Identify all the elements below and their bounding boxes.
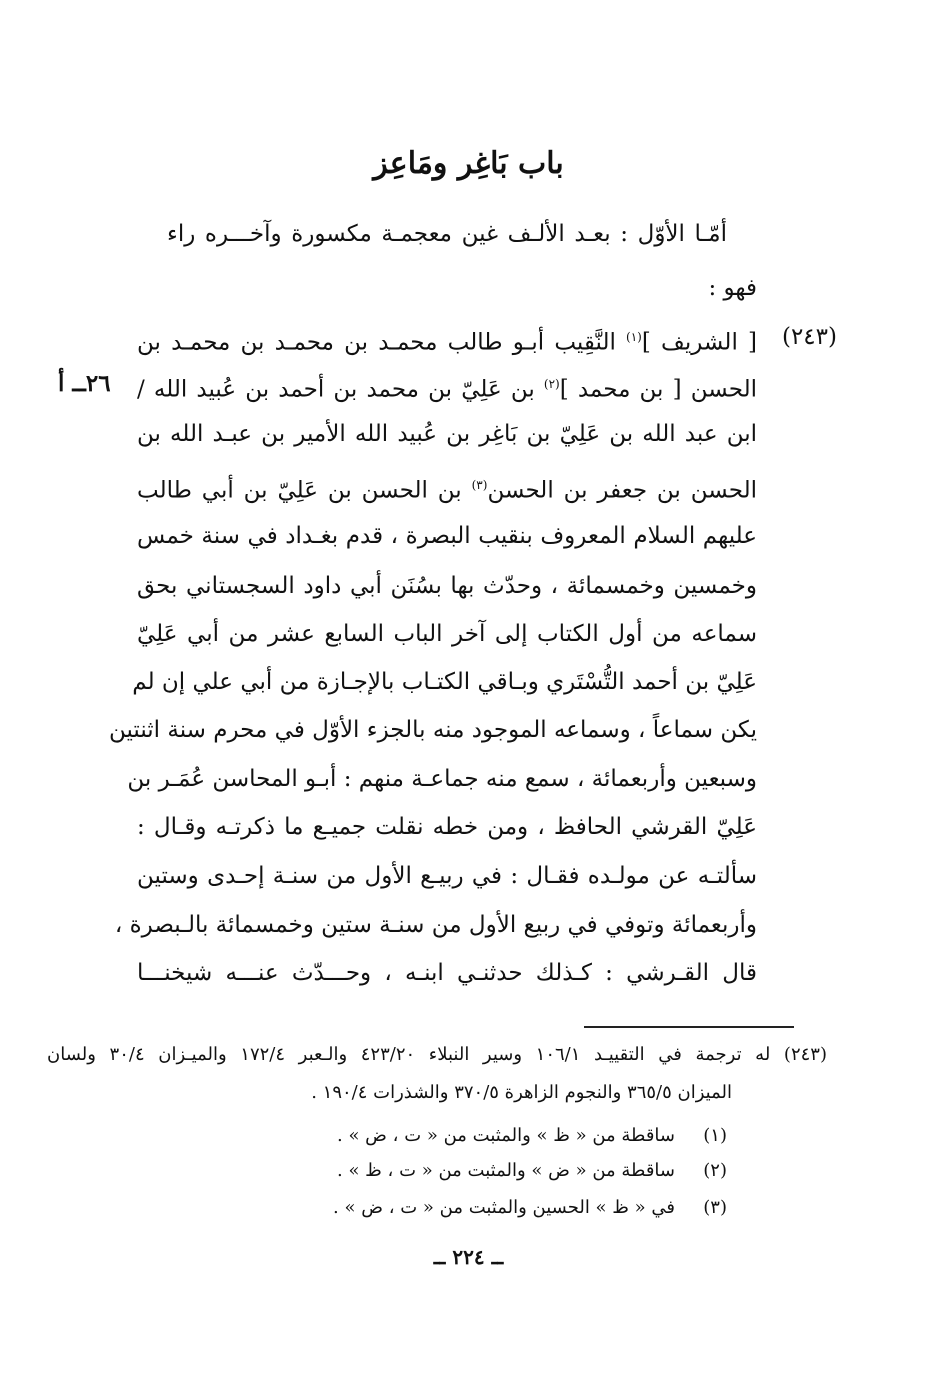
- footnote-text: ساقطة من « ض » والمثبت من « ت ، ظ » .: [337, 1160, 675, 1181]
- body-line: وخمسين وخمسمائة ، وحدّث بها بسُنَن أبي داود السجستاني بحق: [137, 573, 757, 599]
- chapter-title: باب بَاغِر ومَاعِز: [373, 146, 564, 181]
- body-line: عليهم السلام المعروف بنقيب البصرة ، قدم بغـداد في سنة خمس: [137, 523, 757, 549]
- footnote-divider: [584, 1026, 794, 1028]
- footnote-number: (٣): [703, 1197, 727, 1218]
- body-line: [137, 465, 757, 505]
- body-line: قال القـرشي : كـذلك حدثنـي ابنـه ، وحـــدّث عنـــه شيخنـــا: [137, 960, 757, 986]
- body-text: النَّقِيب أبـو طالب محمـد بن محمـد بن محمـد بن: [137, 329, 627, 356]
- footnote-entry: (٢٤٣) له ترجمة في التقييـد ١٠٦/١ وسير النبلاء ٤٢٣/٢٠ والـعبر ١٧٢/٤ والميـزان ٣٠/٤ ولسان: [47, 1044, 827, 1065]
- footnote-ref: (١): [626, 330, 642, 344]
- body-line: سألتـه عن مولـده فقـال : في ربيـع الأول من سنـة إحـدى وستين: [137, 863, 757, 889]
- page-number: ــ ٢٢٤ ــ: [433, 1245, 504, 1269]
- body-line: [137, 364, 757, 404]
- footnote-number: (١): [703, 1125, 727, 1146]
- body-line: سماعه من أول الكتاب إلى آخر الباب السابع عشر من أبي عَلِيّ: [137, 621, 757, 647]
- entry-number: (٢٤٣): [781, 324, 837, 350]
- body-text: بن عَلِيّ بن محمد بن أحمد بن عُبيد الله /: [137, 376, 544, 403]
- body-line: عَلِيّ بن أحمد التُّسْتَري وبـاقي الكتـاب بالإجـازة من أبي علي إن لم: [132, 669, 757, 695]
- body-line: [137, 317, 757, 357]
- footnote-text: في « ظ » الحسين والمثبت من « ت ، ض » .: [333, 1197, 675, 1218]
- footnote-ref: (٣): [471, 478, 488, 492]
- manuscript-folio-marker: ٢٦ــ أ: [58, 370, 111, 397]
- footnote-entry-continued: الميزان ٣٦٥/٥ والنجوم الزاهرة ٣٧٠/٥ والشذرات ١٩٠/٤ .: [311, 1082, 732, 1103]
- body-text: الحسن بن جعفر بن الحسن: [487, 477, 757, 504]
- body-line: وأربعمائة وتوفي في ربيع الأول من سنـة ستين وخمسمائة بالـبصرة ،: [114, 912, 757, 938]
- footnote-text: ساقطة من « ظ » والمثبت من « ت ، ض » .: [337, 1125, 675, 1146]
- body-text: الحسن [ بن محمد ]: [559, 376, 757, 403]
- body-line: عَلِيّ القرشي الحافظ ، ومن خطه نقلت جميـع ما ذكرتـه وقـال :: [137, 814, 757, 840]
- intro-line: أمّـا الأوّل : بعـد الألـف غين معجمـة مكسورة وآخـــره راء: [167, 221, 727, 247]
- footnote-number: (٢): [703, 1160, 727, 1181]
- intro-line: فهو :: [708, 275, 757, 301]
- body-line: يكن سماعاً ، وسماعه الموجود منه بالجزء الأوّل في محرم سنة اثنتين: [108, 717, 757, 743]
- body-line: ابن عبد الله بن عَلِيّ بن بَاغِر بن عُبيد الله الأمير بن عبـد الله بن: [137, 421, 757, 447]
- body-text: [ الشريف ]: [641, 329, 757, 356]
- body-line: وسبعين وأربعمائة ، سمع منه جماعـة منهم : أبـو المحاسن عُمَـر بن: [127, 766, 757, 792]
- footnote-ref: (٢): [543, 377, 560, 391]
- body-text: بن الحسن بن عَلِيّ بن أبي طالب: [137, 477, 472, 504]
